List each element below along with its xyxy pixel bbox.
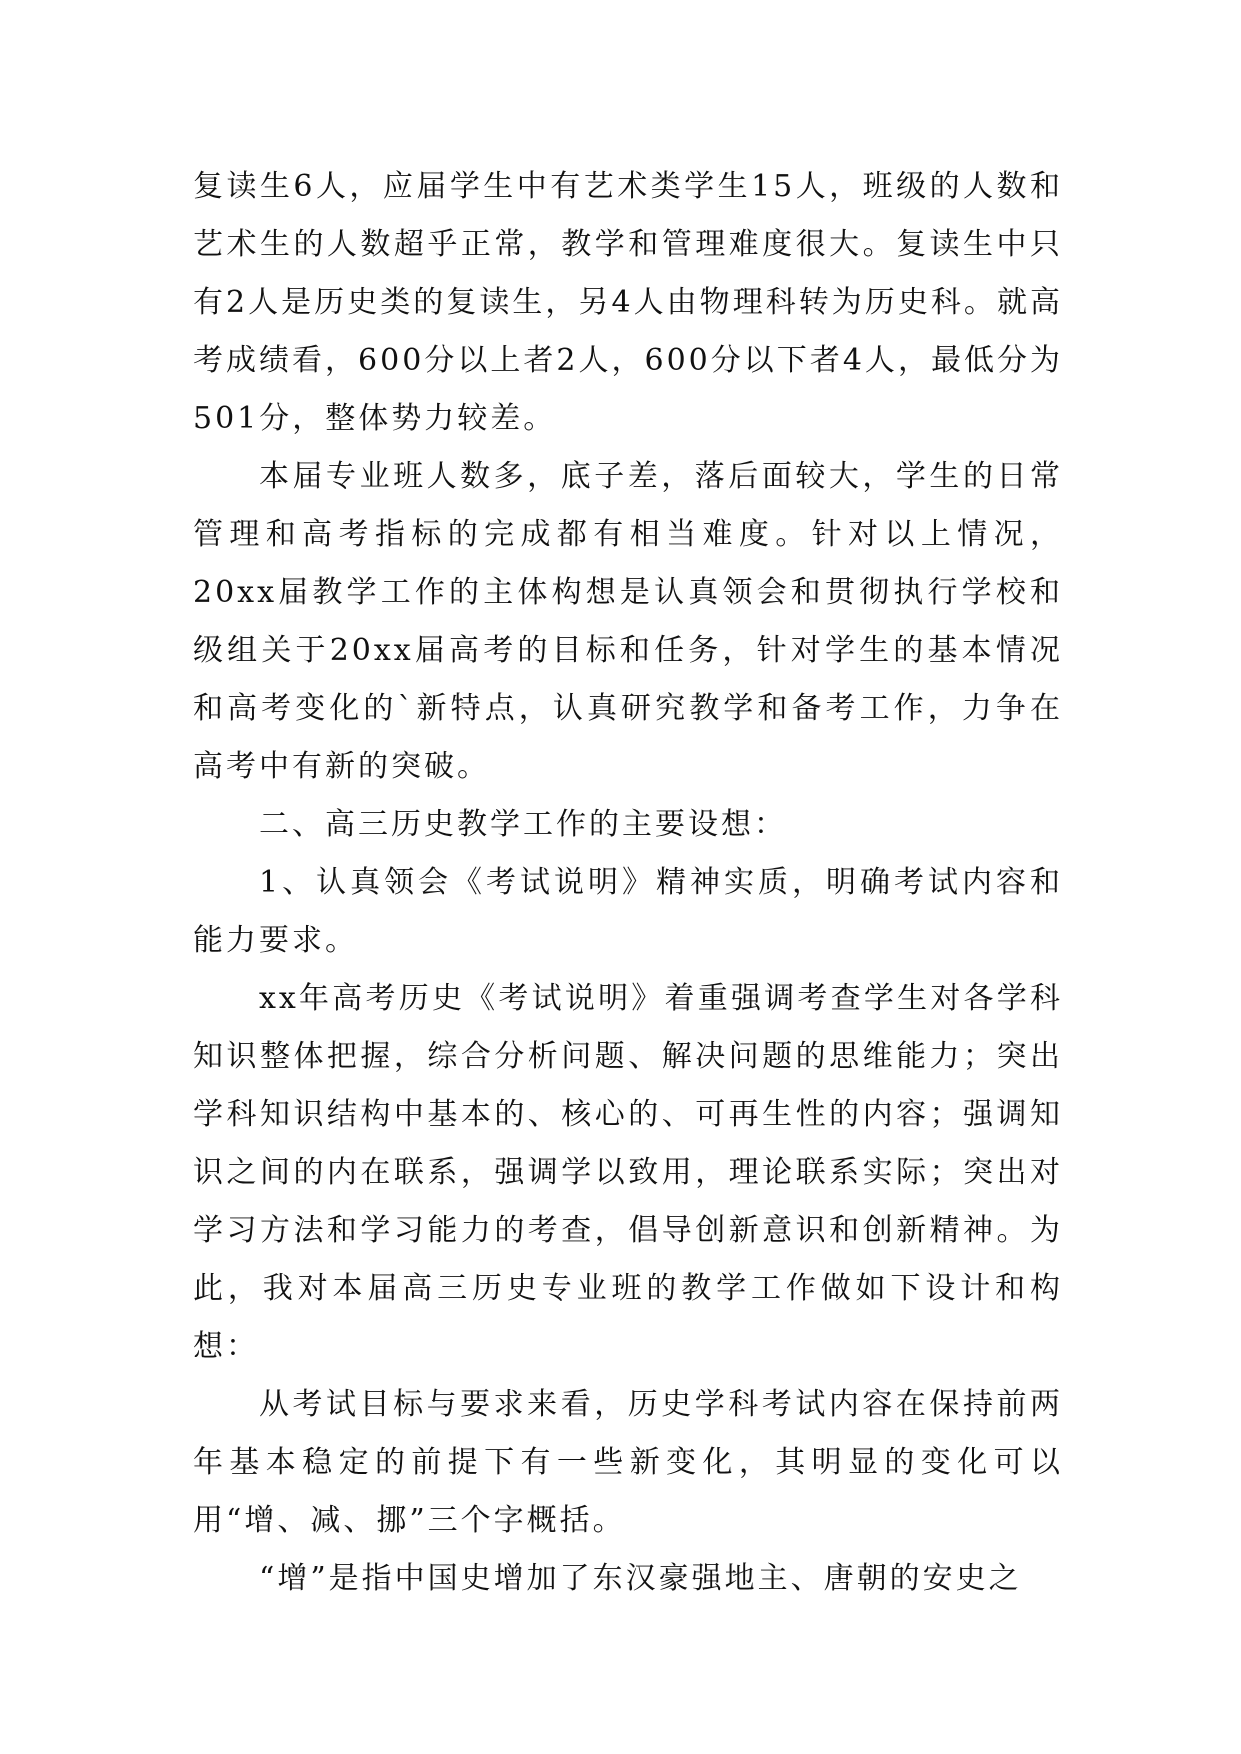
paragraph-7: “增”是指中国史增加了东汉豪强地主、唐朝的安史之 [259,1561,1022,1596]
paragraph-1: 复读生6人，应届学生中有艺术类学生15人，班级的人数和艺术生的人数超乎正常，教学和管理难度很大。复读生中只有2人是历史类的复读生，另4人由物理科转为历史科。就高考成绩看，600分以上者2人，600分以下者4人，最低分为501分，整体势力较差。 [193,169,1063,436]
paragraph-5: xx年高考历史《考试说明》着重强调考查学生对各学科知识整体把握，综合分析问题、解决问题的思维能力；突出学科知识结构中基本的、核心的、可再生性的内容；强调知识之间的内在联系，强调学以致用，理论联系实际；突出对学习方法和学习能力的考查，倡导创新意识和创新精神。为此，我对本届高三历史专业班的教学工作做如下设计和构想： [193,981,1063,1364]
document-body [193,158,1063,1608]
paragraph-4: 1、认真领会《考试说明》精神实质，明确考试内容和能力要求。 [193,865,1063,958]
paragraph-2: 本届专业班人数多，底子差，落后面较大，学生的日常管理和高考指标的完成都有相当难度。针对以上情况，20xx届教学工作的主体构想是认真领会和贯彻执行学校和级组关于20xx届高考的目标和任务，针对学生的基本情况和高考变化的`新特点，认真研究教学和备考工作，力争在高考中有新的突破。 [193,459,1063,784]
paragraph-6: 从考试目标与要求来看，历史学科考试内容在保持前两年基本稳定的前提下有一些新变化，其明显的变化可以用“增、减、挪”三个字概括。 [193,1387,1063,1538]
section-heading: 二、高三历史教学工作的主要设想： [259,807,787,842]
